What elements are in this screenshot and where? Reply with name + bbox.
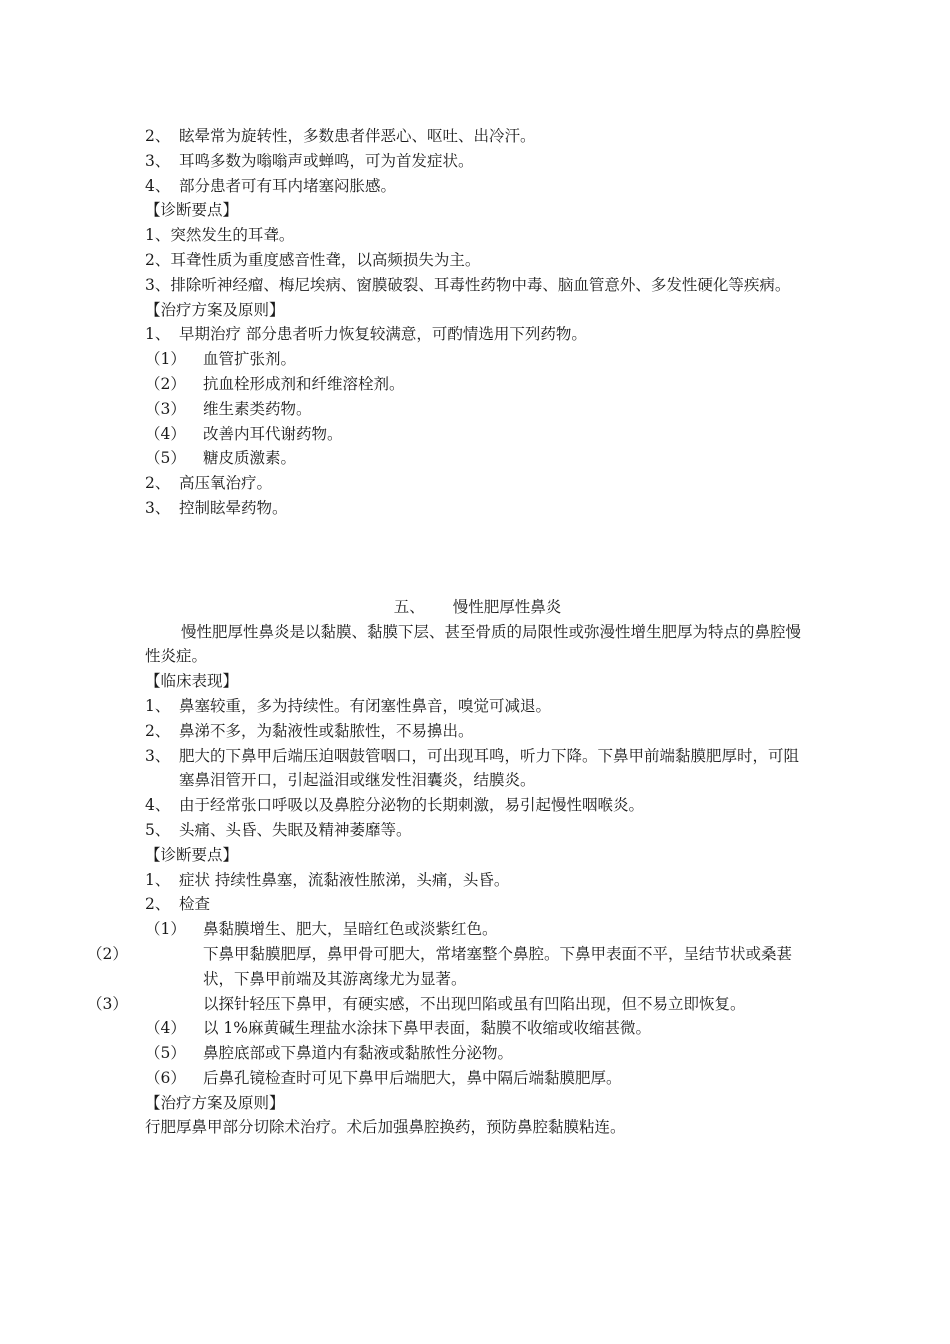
document-body [87, 124, 810, 1140]
sub-list-item: （3） 维生素类药物。 [145, 399, 312, 418]
sub-list-item: （3） 以探针轻压下鼻甲，有硬实感，不出现凹陷或虽有凹陷出现，但不易立即恢复。 [87, 994, 746, 1013]
list-item: 1、 鼻塞较重，多为持续性。有闭塞性鼻音，嗅觉可减退。 [145, 696, 552, 715]
intro-paragraph: 慢性肥厚性鼻炎是以黏膜、黏膜下层、甚至骨质的局限性或弥漫性增生肥厚为特点的鼻腔慢性炎症。 [145, 622, 802, 666]
list-item: 4、 部分患者可有耳内堵塞闷胀感。 [145, 176, 397, 195]
sub-list-item: （2） 抗血栓形成剂和纤维溶栓剂。 [145, 374, 405, 393]
section-title: 五、 慢性肥厚性鼻炎 [393, 597, 562, 616]
list-item: 2、 检查 [145, 895, 211, 914]
list-item: 3、排除听神经瘤、梅尼埃病、窗膜破裂、耳毒性药物中毒、脑血管意外、多发性硬化等疾病。 [145, 275, 791, 294]
list-item: 4、 由于经常张口呼吸以及鼻腔分泌物的长期刺激，易引起慢性咽喉炎。 [145, 796, 645, 815]
section-spacer [145, 521, 810, 595]
section-heading: 【诊断要点】 [145, 845, 239, 864]
list-item: 1、突然发生的耳聋。 [145, 226, 295, 245]
list-item: 5、 头痛、头昏、失眠及精神萎靡等。 [145, 820, 412, 839]
list-item: 3、 耳鸣多数为嗡嗡声或蝉鸣，可为首发症状。 [145, 151, 474, 170]
sub-list-item: （4） 改善内耳代谢药物。 [145, 424, 343, 443]
list-item: 2、 高压氧治疗。 [145, 474, 273, 493]
sub-list-item: （2） 下鼻甲黏膜肥厚，鼻甲骨可肥大，常堵塞整个鼻腔。下鼻甲表面不平，呈结节状或桑葚状，下鼻甲前端及其游离缘尤为显著。 [87, 944, 793, 988]
section-heading: 【临床表现】 [145, 672, 239, 691]
section-heading: 【治疗方案及原则】 [145, 1093, 285, 1112]
section-heading: 【诊断要点】 [145, 201, 239, 220]
treatment-paragraph: 行肥厚鼻甲部分切除术治疗。术后加强鼻腔换药，预防鼻腔黏膜粘连。 [145, 1118, 626, 1137]
sub-list-item: （5） 糖皮质激素。 [145, 449, 297, 468]
list-item: 1、 症状 持续性鼻塞，流黏液性脓涕，头痛，头昏。 [145, 870, 510, 889]
sub-list-item: （6） 后鼻孔镜检查时可见下鼻甲后端肥大，鼻中隔后端黏膜肥厚。 [145, 1068, 622, 1087]
list-item: 3、 肥大的下鼻甲后端压迫咽鼓管咽口，可出现耳鸣，听力下降。下鼻甲前端黏膜肥厚时，可阻塞鼻泪管开口，引起溢泪或继发性泪囊炎，结膜炎。 [145, 746, 800, 790]
section-heading: 【治疗方案及原则】 [145, 300, 285, 319]
sub-list-item: （5） 鼻腔底部或下鼻道内有黏液或黏脓性分泌物。 [145, 1044, 514, 1063]
list-item: 2、耳聋性质为重度感音性聋，以高频损失为主。 [145, 250, 481, 269]
sub-list-item: （4） 以 1%麻黄碱生理盐水涂抹下鼻甲表面，黏膜不收缩或收缩甚微。 [145, 1019, 652, 1038]
list-item: 2、 鼻涕不多，为黏液性或黏脓性，不易擤出。 [145, 721, 474, 740]
list-item: 1、 早期治疗 部分患者听力恢复较满意，可酌情选用下列药物。 [145, 325, 587, 344]
list-item: 3、 控制眩晕药物。 [145, 498, 288, 517]
sub-list-item: （1） 鼻黏膜增生、肥大，呈暗红色或淡紫红色。 [145, 920, 498, 939]
list-item: 2、 眩晕常为旋转性，多数患者伴恶心、呕吐、出冷汗。 [145, 127, 536, 145]
sub-list-item: （1） 血管扩张剂。 [145, 350, 297, 369]
